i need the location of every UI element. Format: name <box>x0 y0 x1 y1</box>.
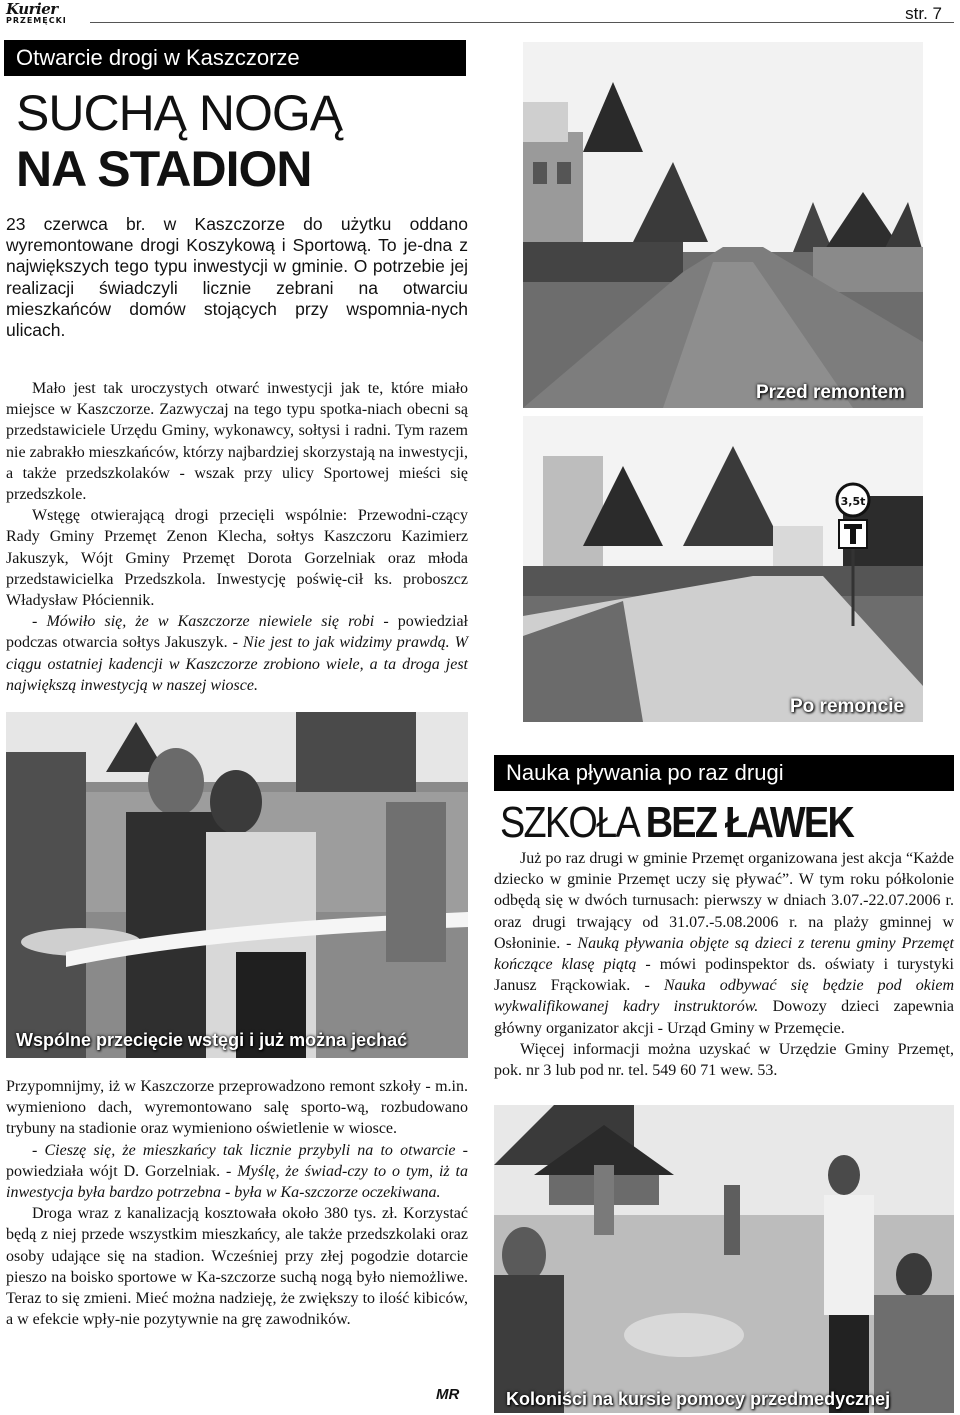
headline-light-part: SZKOŁA <box>500 798 637 847</box>
attribution: - mówi podinspektor ds. oświaty i turystyki Janusz Frąckowiak. <box>494 956 954 995</box>
weight-limit-sign-text: 3,5t <box>840 495 866 508</box>
paragraph <box>494 848 954 1039</box>
quote: - Nauka odbywać się będzie pod okiem wykwalifikowanej kadry instruktorów. <box>494 977 955 1016</box>
quote: - Myślę, że świad-czy to o tym, iż ta inwestycja była bardzo potrzebna - była w Ka-szczorze oczekiwana. <box>6 1162 469 1202</box>
photo-road-before <box>523 42 923 408</box>
photo-caption-first-aid: Koloniści na kursie pomocy przedmedycznej <box>506 1389 891 1409</box>
quote: - Nauką pływania objęte są dzieci z terenu gminy Przemęt kończące klasę piątą <box>494 934 954 974</box>
logo-line1: Kurier <box>6 0 58 18</box>
headline-line1: SUCHĄ NOGĄ <box>16 85 343 141</box>
paragraph: Więcej informacji można uzyskać w Urzędzie Gminy Przemęt, pok. nr 3 lub pod nr. tel. 549 60 71 wew. 53. <box>494 1040 954 1080</box>
photo-first-aid-course <box>494 1105 954 1413</box>
article2-body <box>494 848 954 1081</box>
quote: - Mówiło się, że w Kaszczorze niewiele się robi <box>32 613 375 631</box>
headline-bold-part: BEZ ŁAWEK <box>645 798 854 847</box>
photo-caption-after: Po remoncie <box>790 696 905 717</box>
headline-school-without-desks <box>500 798 853 848</box>
paragraph: Przypomnijmy, iż w Kaszczorze przeprowadzono remont szkoły - m.in. wymieniono dach, wyremontowano salę sporto-wą, rozbudowano trybuny na stadionie oraz wymieniono oświetlenie w wiosce. <box>6 1078 468 1138</box>
paragraph: Wstęgę otwierającą drogi przecięli wspólnie: Przewodni-czący Rady Gminy Przemęt Zenon Klecha, sołtys Kaszczoru Kazimierz Jakuszyk, Wójt Gminy Przemęt Dorota Gorzelniak oraz młoda przedstawicielka Przedszkola. Inwestycję poświę-cił ks. proboszcz Władysław Płóciennik. <box>6 507 468 610</box>
article-body-part2 <box>6 1076 468 1330</box>
section-header-road-opening: Otwarcie drogi w Kaszczorze <box>4 40 466 76</box>
text-run: Dowozy dzieci zapewnia główny organizator akcji - Urząd Gminy w Przemęcie. <box>494 998 954 1037</box>
article-lead: 23 czerwca br. w Kaszczorze do użytku oddano wyremontowane drogi Koszykową i Sportową. To je-dna z największych tego typu inwestycji w gminie. O potrzebie jej realizacji świadczyli licznie zebrani na otwarciu mieszkańców domów stojących przy wspomnia-nych ulicach. <box>6 214 468 341</box>
author-signature: MR <box>436 1386 460 1403</box>
photo-ribbon-cutting <box>6 712 468 1058</box>
header-rule <box>90 22 954 23</box>
paragraph: Droga wraz z kanalizacją kosztowała około 380 tys. zł. Korzystać będą z niej przede wszystkim mieszkańcy, ale także przedszkolaki oraz osoby udające się na stadion. Wcześniej przy złej pogodzie dotarcie pieszo na boisko sportowe w Ka-szczorze suchą nogą było niemożliwe. Teraz to się zmieni. Mieć można nadzieję, że zwiększy to ilość kibiców, a w efekcie wpły-nie pozytywnie na grę zawodników. <box>6 1205 468 1329</box>
paragraph <box>6 1140 468 1204</box>
page-number: str. 7 <box>905 4 942 23</box>
text-run: Już po raz drugi w gminie Przemęt organizowana jest akcja “Każde dziecko w gminie Przemęt uczy się pływać”. W tym roku półkolonie odbędą się w dwóch turnusach: pierwszy w dniach 3.07.-22.07.2006 r. oraz drugi trwający od 31.07.-5.08.2006 r. na plaży gminnej w Osłoninie. <box>494 850 954 952</box>
photo-caption-ribbon: Wspólne przecięcie wstęgi i już można jechać <box>16 1030 408 1050</box>
paragraph <box>6 611 468 696</box>
attribution: - powiedział podczas otwarcia sołtys Jakuszyk. <box>6 613 468 652</box>
attribution: - powiedziała wójt D. Gorzelniak. <box>6 1141 469 1180</box>
section-header-swimming: Nauka pływania po raz drugi <box>494 755 954 791</box>
headline-line2: NA STADION <box>16 141 312 197</box>
photo-road-after <box>523 416 923 722</box>
photo-caption-before: Przed remontem <box>756 382 905 403</box>
quote: - Cieszę się, że mieszkańcy tak licznie przybyli na to otwarcie <box>32 1141 456 1159</box>
logo-line2: PRZEMĘCKI <box>6 16 67 25</box>
article-body-part1 <box>6 378 468 696</box>
newspaper-logo <box>6 2 86 26</box>
paragraph: Mało jest tak uroczystych otwarć inwestycji jak te, które miało miejsce w Kaszczorze. Zazwyczaj na tego typu spotka-niach obecni są przedstawiciele Urzędu Gminy, wykonawcy, sołtysi i radni. Tym razem nie zabrakło mieszkańców, którzy najbardziej skorzystają na inwestycji, a także przedszkolaków - wszak przy ulicy Sportowej mieści się przedszkole. <box>6 380 468 504</box>
quote: - Nie jest to jak widzimy prawdą. W ciągu ostatniej kadencji w Kaszczorze zrobiono wiele, a ta droga jest największą inwestycją w naszej wiosce. <box>6 634 468 694</box>
